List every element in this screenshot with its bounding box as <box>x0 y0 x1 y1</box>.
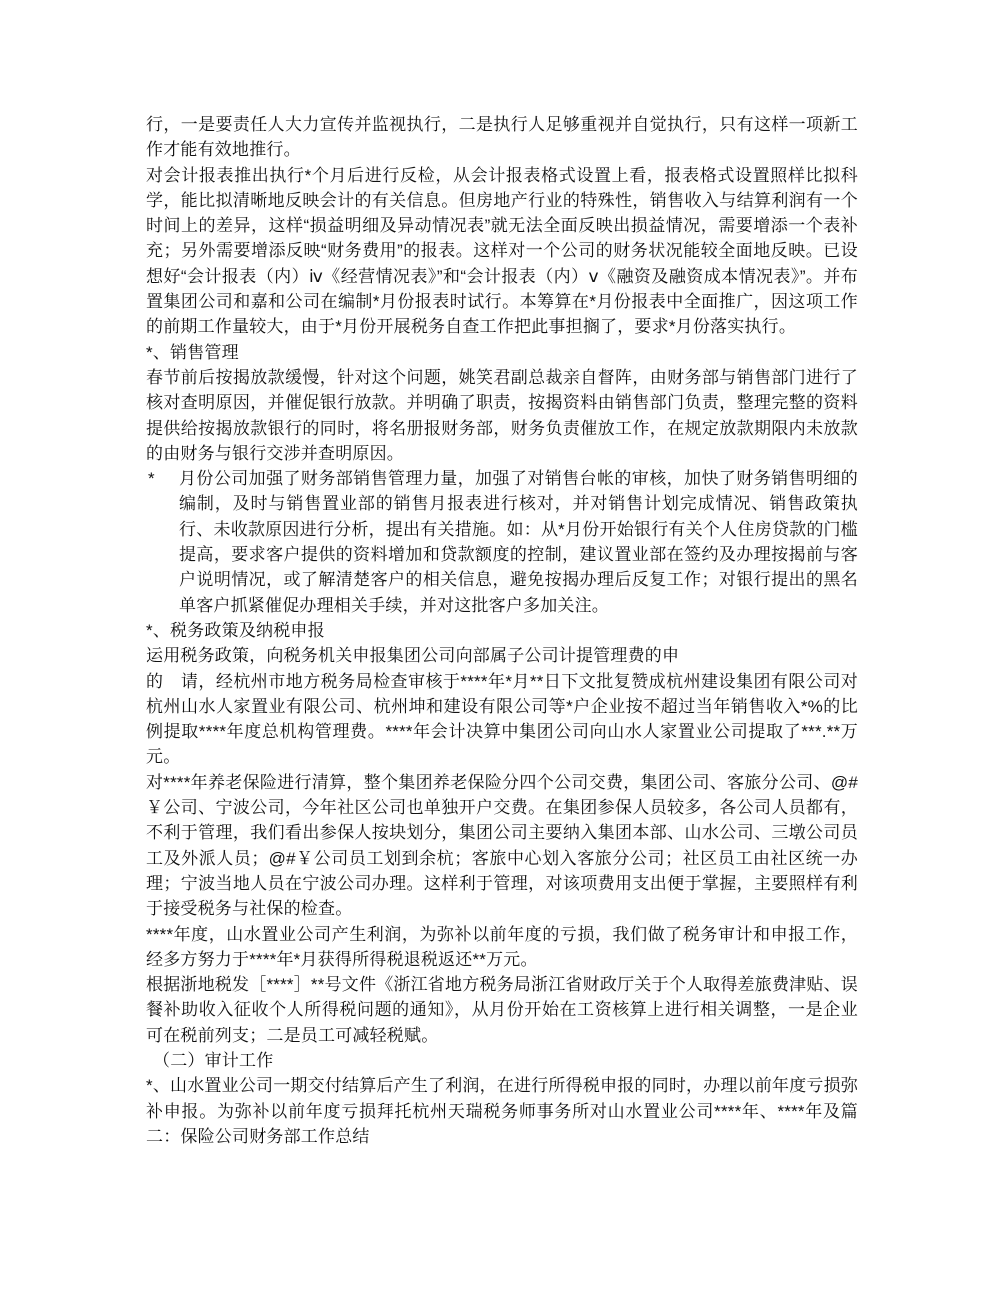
paragraph: ****年度，山水置业公司产生利润，为弥补以前年度的亏损，我们做了税务审计和申报工作，经多方努力于****年*月获得所得税退税返还**万元。 <box>146 924 858 969</box>
paragraph: 对会计报表推出执行*个月后进行反检，从会计报表格式设置上看，报表格式设置照样比拟科学，能比拟清晰地反映会计的有关信息。但房地产行业的特殊性，销售收入与结算利润有一个时间上的差异，这样“损益明细及异动情况表”就无法全面反映出损益情况，需要增添一个表补充；另外需要增添反映“财务费用”的报表。这样对一个公司的财务状况能较全面地反映。已设想好“会计报表（内）ⅳ《经营情况表》”和“会计报表（内）ⅴ《融资及融资成本情况表》”。并布置集团公司和嘉和公司在编制*月份报表时试行。本筹算在*月份报表中全面推广，因这项工作的前期工作量较大，由于*月份开展税务自查工作把此事担搁了，要求*月份落实执行。 <box>146 165 858 337</box>
section-heading-tax: *、税务政策及纳税申报 <box>146 620 325 640</box>
paragraph: 春节前后按揭放款缓慢，针对这个问题，姚笑君副总裁亲自督阵，由财务部与销售部门进行了核对查明原因，并催促银行放款。并明确了职责，按揭资料由销售部门负责，整理完整的资料提供给按揭放款银行的同时，将名册报财务部，财务负责催放工作，在规定放款期限内未放款的由财务与银行交涉并查明原因。 <box>146 367 858 463</box>
paragraph: 对****年养老保险进行清算，整个集团养老保险分四个公司交费，集团公司、客旅分公司、@#￥公司、宁波公司，今年社区公司也单独开户交费。在集团参保人员较多，各公司人员都有，不利于管理，我们看出参保人按块划分，集团公司主要纳入集团本部、山水公司、三墩公司员工及外派人员；@#￥公司员工划到余杭；客旅中心划入客旅分公司；社区员工由社区统一办理；宁波当地人员在宁波公司办理。这样利于管理，对该项费用支出便于掌握，主要照样有利于接受税务与社保的检查。 <box>146 772 858 919</box>
paragraph: 的 请，经杭州市地方税务局检查审核于****年*月**日下文批复赞成杭州建设集团有限公司对杭州山水人家置业有限公司、杭州坤和建设有限公司等*户企业按不超过当年销售收入*%的比例提取****年度总机构管理费。****年会计决算中集团公司向山水人家置业公司提取了***.**万元。 <box>146 671 858 767</box>
list-item <box>146 466 858 618</box>
paragraph: 根据浙地税发［****］**号文件《浙江省地方税务局浙江省财政厅关于个人取得差旅费津贴、误餐补助收入征收个人所得税问题的通知》，从月份开始在工资核算上进行相关调整，一是企业可在税前列支；二是员工可减轻税赋。 <box>146 975 858 1045</box>
paragraph: *、山水置业公司一期交付结算后产生了利润，在进行所得税申报的同时，办理以前年度亏损弥补申报。为弥补以前年度亏损拜托杭州天瑞税务师事务所对山水置业公司****年、****年及篇二：保险公司财务部工作总结 <box>146 1076 859 1146</box>
list-item-text: 月份公司加强了财务部销售管理力量，加强了对销售台帐的审核，加快了财务销售明细的编制，及时与销售置业部的销售月报表进行核对，并对销售计划完成情况、销售政策执行、未收款原因进行分析，提出有关措施。如：从*月份开始银行有关个人住房贷款的门槛提高，要求客户提供的资料增加和贷款额度的控制，建议置业部在签约及办理按揭前与客户说明情况，或了解清楚客户的相关信息，避免按揭办理后反复工作；对银行提出的黑名单客户抓紧催促办理相关手续，并对这批客户多加关注。 <box>179 469 858 615</box>
section-heading-sales: *、销售管理 <box>146 342 239 362</box>
paragraph: 运用税务政策，向税务机关申报集团公司向部属子公司计提管理费的申 <box>146 646 680 666</box>
bullet-marker: * <box>148 469 155 489</box>
section-heading-audit: （二）审计工作 <box>153 1050 274 1070</box>
document-text-block <box>146 112 858 1149</box>
paragraph: 行，一是要责任人大力宣传并监视执行，二是执行人足够重视并自觉执行，只有这样一项新工作才能有效地推行。 <box>146 115 858 160</box>
